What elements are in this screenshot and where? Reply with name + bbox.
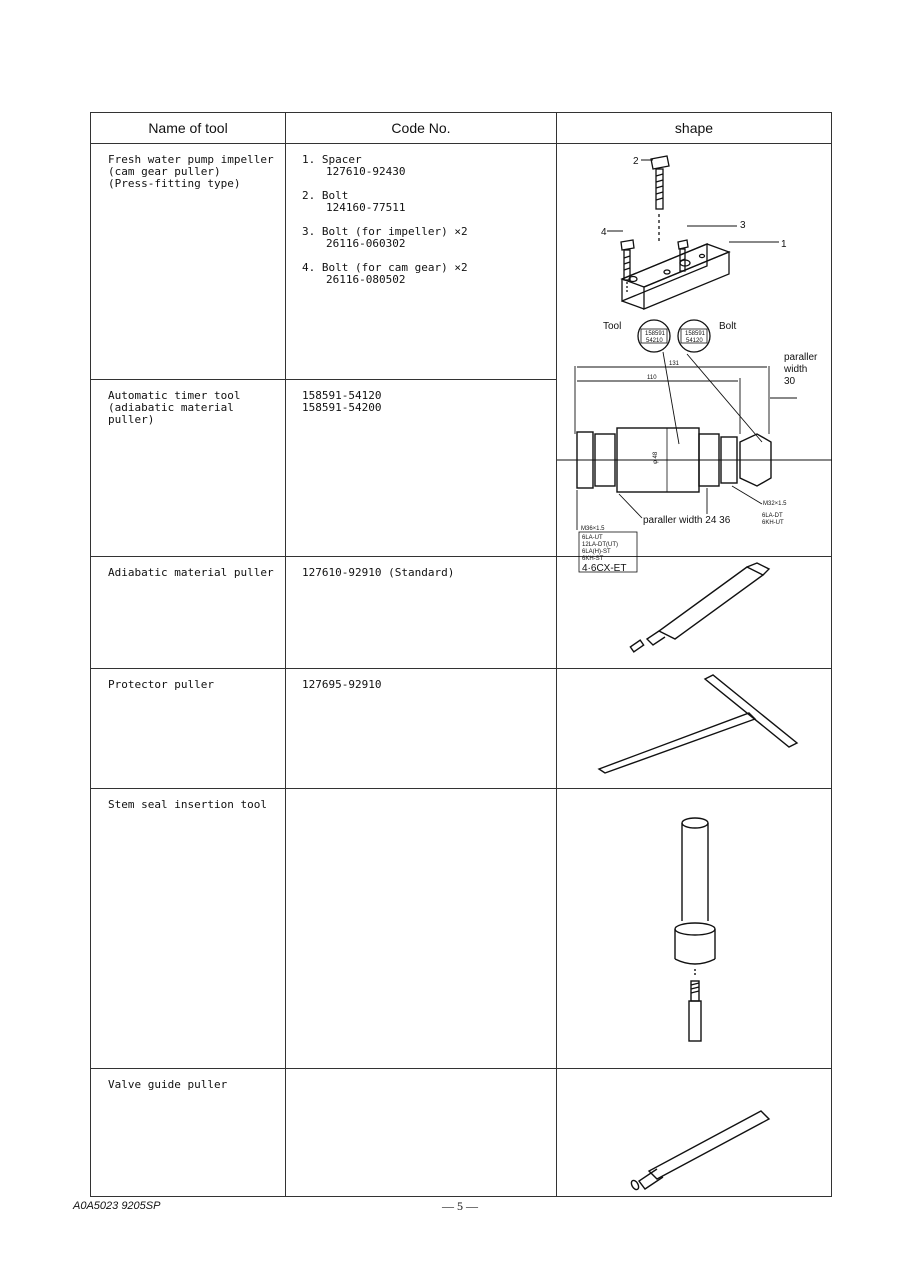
tool-codes [286,1069,556,1079]
paraller-bottom: paraller width 24 36 [643,515,731,526]
header-shape: shape [557,113,832,144]
bolt-badge-line1: 158591 [685,331,706,337]
table-header-row [91,113,832,144]
callout-4: 4 [601,227,607,238]
part-callouts [607,160,779,242]
adiabatic-puller-drawing-cell [557,557,832,669]
paraller-width-1: paraller [784,352,818,363]
tool-codes [286,557,556,579]
code-number: 158591-54120 [302,389,382,402]
tool-codes [286,380,556,414]
tool-name: Valve guide puller [108,1078,228,1091]
left-model-3: 6LA(H)-ST [582,549,611,555]
table-row [91,1069,832,1197]
bolt-badge [678,320,710,352]
paraller-width-2: width [784,364,808,375]
stem-seal-tool-drawing-cell [557,789,832,1069]
spacer-block-drawing [622,244,729,309]
impeller-puller-drawing-cell [557,144,832,574]
protector-puller-drawing-cell [557,669,832,789]
bolt-4-drawing [621,240,634,294]
table-row [91,144,832,380]
tools-table [90,112,832,1197]
code-number: 127610-92430 [326,165,406,178]
code-number: 127695-92910 [302,678,382,691]
tool-codes [286,669,556,691]
left-model-5: 4·6CX-ET [582,563,627,574]
tool-badge [638,320,670,352]
tool-name: Adiabatic material puller [108,566,274,579]
right-model-2: 6KH-UT [762,520,784,526]
paraller-width-3: 30 [784,376,796,387]
puller-drawings [557,144,832,574]
callout-1: 1 [781,239,787,250]
code-number: 158591-54200 [302,401,382,414]
thread-left: M36×1.5 [581,526,605,532]
thread-right: M32×1.5 [763,501,787,507]
table-row [91,789,832,1069]
tool-name: Automatic timer tool (adiabatic material puller) [108,389,241,426]
stem-seal-tool-drawing [557,789,832,1069]
tool-codes [286,144,556,286]
left-model-2: 12LA-DT(UT) [582,542,619,548]
dimension-lines [575,352,797,444]
code-number: 124160-77511 [326,201,406,214]
code-number: 26116-060302 [326,237,406,250]
callout-3: 3 [740,220,746,231]
code-number: 127610-92910 (Standard) [302,566,455,579]
code-label: 2. Bolt [302,189,349,202]
bolt-2-drawing [651,156,669,244]
code-label: 1. Spacer [302,153,362,166]
adiabatic-puller-drawing [557,557,832,669]
code-label: 3. Bolt (for impeller) ×2 [302,225,468,238]
tool-label: Tool [603,321,622,332]
code-number: 26116-080502 [326,273,406,286]
dia-label: φ 48 [653,451,659,464]
document-id: A0A5023 9205SP [73,1200,161,1212]
tool-badge-line1: 158591 [645,331,666,337]
dim-110: 110 [647,375,657,381]
tool-name: Stem seal insertion tool [108,798,267,811]
timer-tool-body-drawing [557,428,832,492]
table-row [91,669,832,789]
tool-name: Fresh water pump impeller (cam gear puller) (Press-fitting type) [108,153,274,190]
tool-name: Protector puller [108,678,214,691]
protector-puller-drawing [557,669,832,789]
valve-guide-puller-drawing-cell [557,1069,832,1197]
bolt-badge-line2: 54120 [686,338,703,344]
right-model-1: 6LA-DT [762,513,783,519]
table-row [91,557,832,669]
code-label: 4. Bolt (for cam gear) ×2 [302,261,468,274]
header-name: Name of tool [91,113,286,144]
left-model-4: 6KH-ST [582,556,604,562]
page-number: — 5 — [442,1199,478,1213]
left-model-1: 6LA-UT [582,535,603,541]
valve-guide-puller-drawing [557,1069,832,1197]
tool-codes [286,789,556,799]
tool-badge-line2: 54210 [646,338,663,344]
callout-2: 2 [633,156,639,167]
dim-131: 131 [669,361,680,367]
header-code: Code No. [286,113,557,144]
bolt-label: Bolt [719,321,737,332]
